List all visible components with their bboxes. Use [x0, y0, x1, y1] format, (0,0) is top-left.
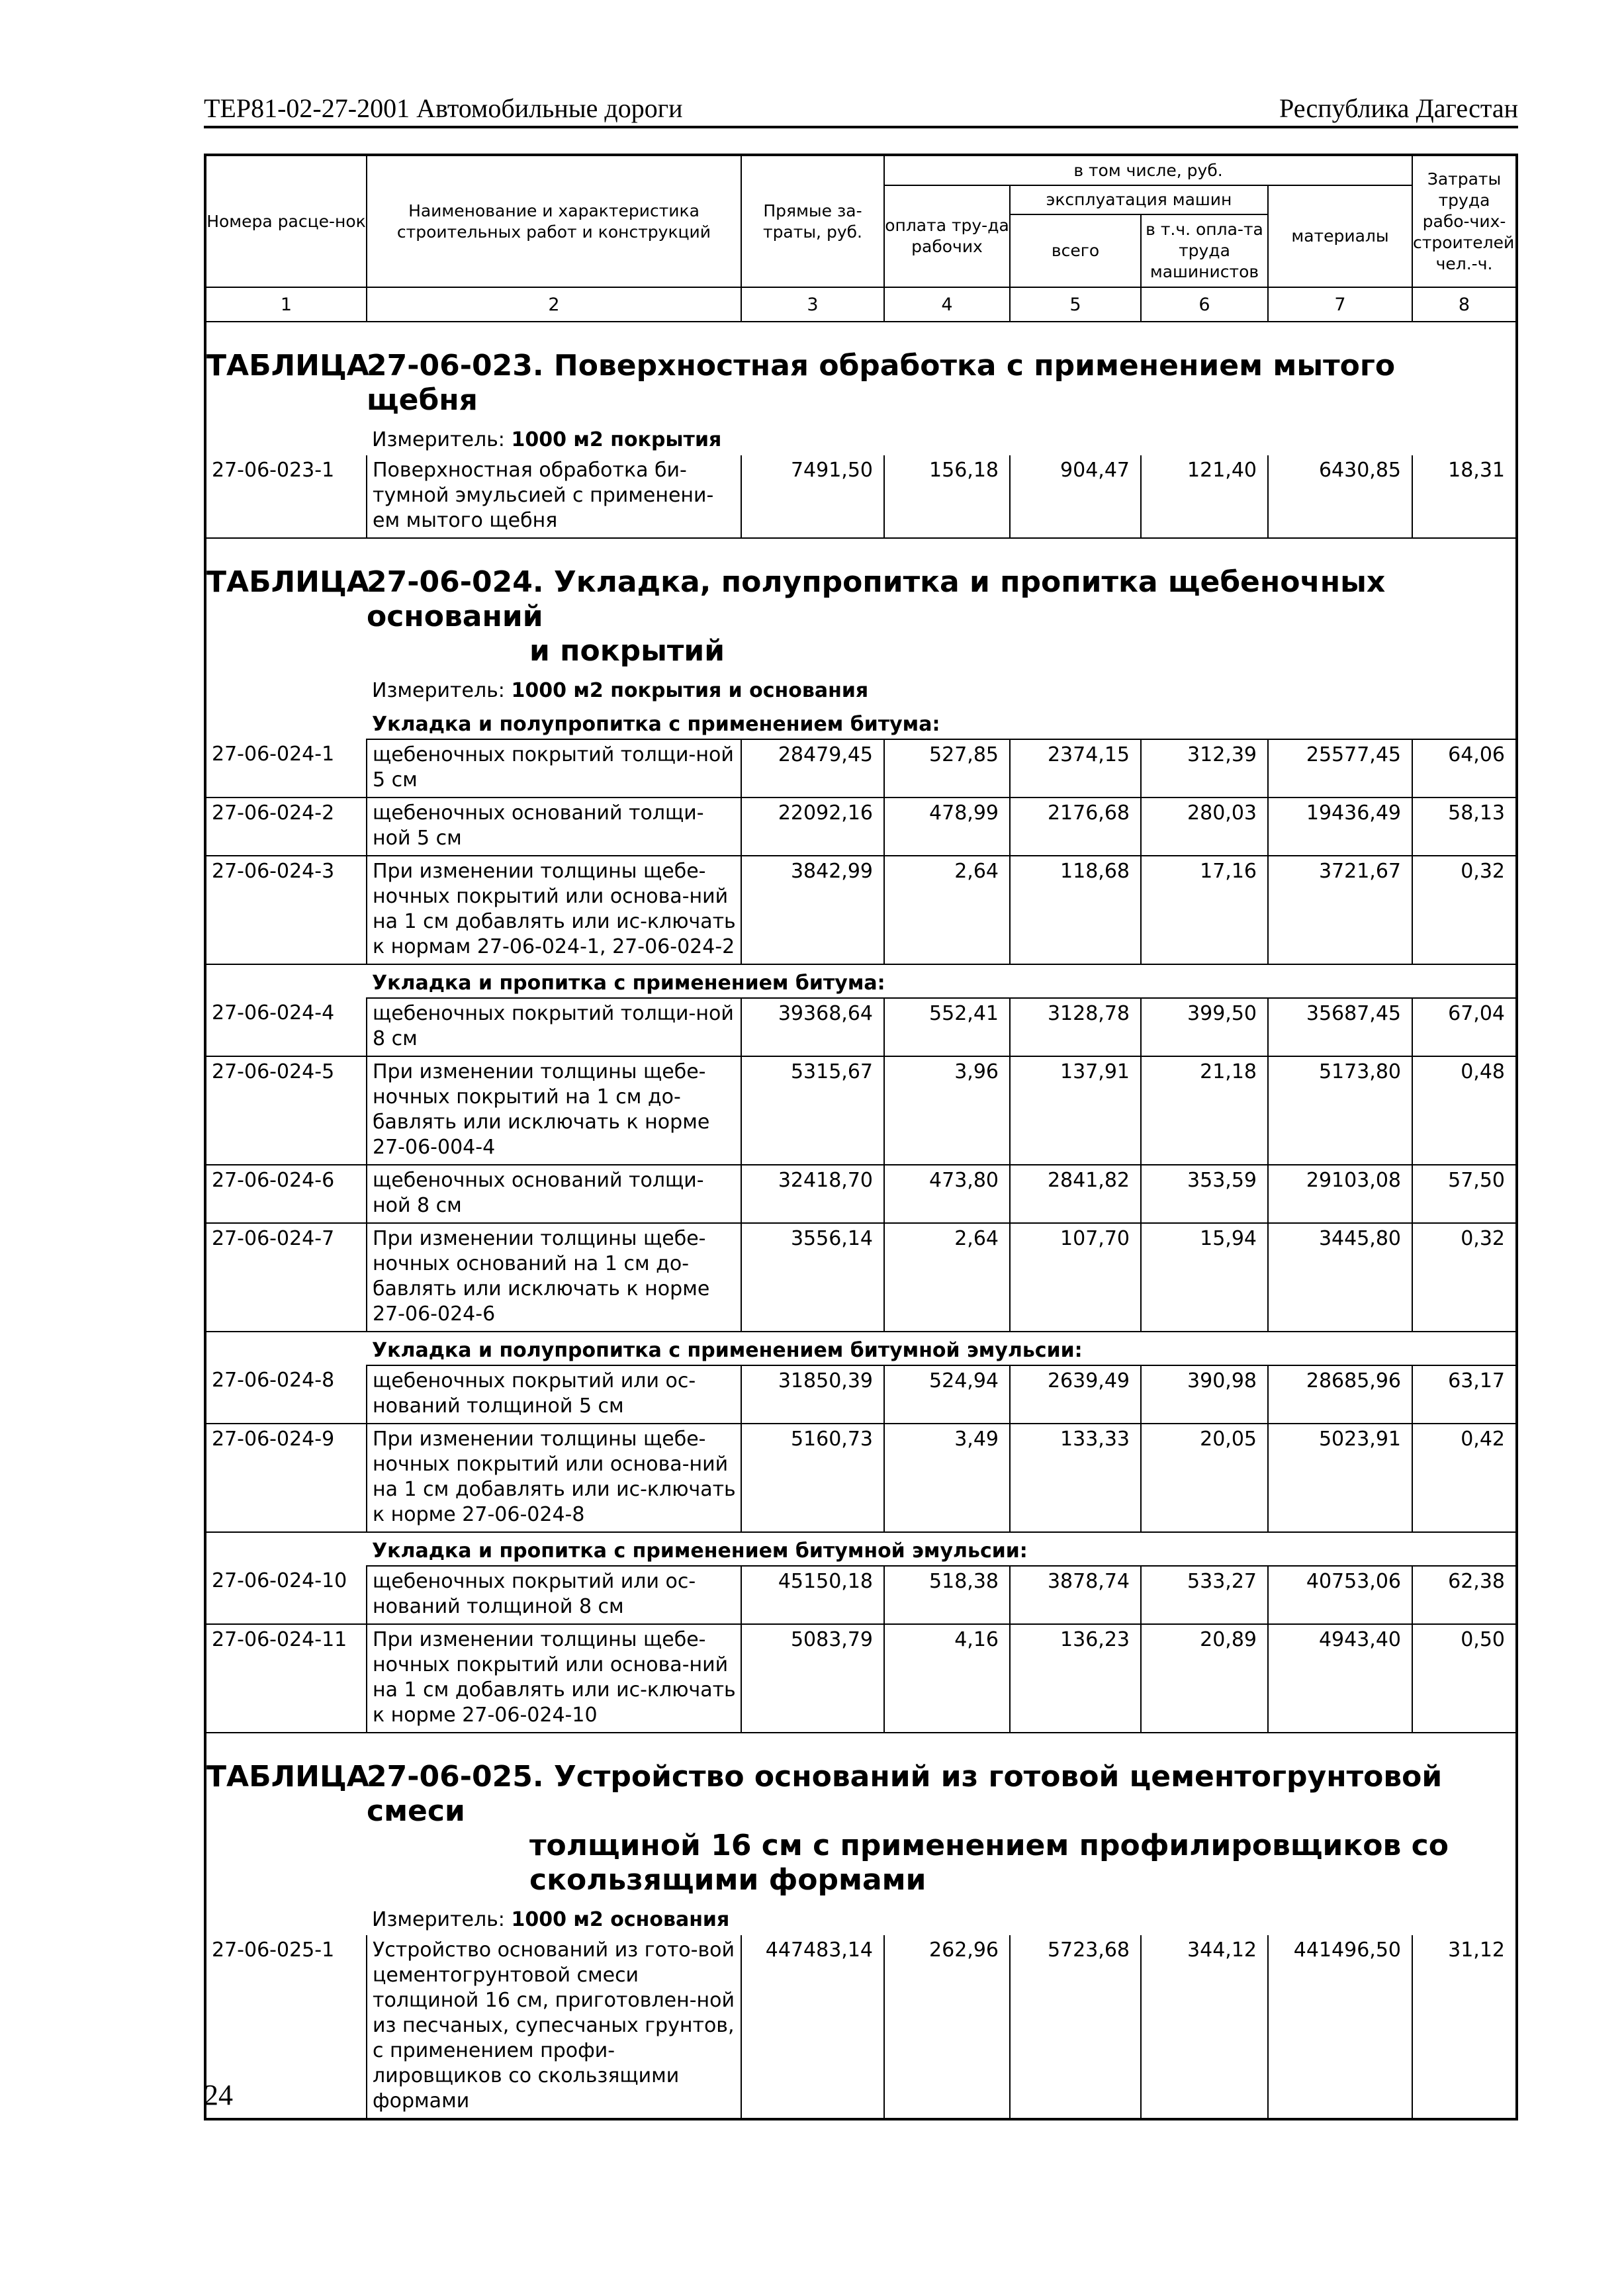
table-row	[205, 798, 1517, 856]
worker-wages: 527,85	[884, 739, 1010, 798]
table-title: 27-06-025. Устройство оснований из готовой цементогрунтовой смеси толщиной 16 см с применением профилировщиков со скользящими формами	[367, 1760, 1449, 1897]
measure-unit: Измеритель: 1000 м2 основания	[372, 1908, 730, 1931]
direct-costs: 22092,16	[741, 798, 884, 856]
subsection-row	[205, 706, 1517, 739]
rate-code: 27-06-024-4	[205, 998, 367, 1056]
labor-hours: 64,06	[1412, 739, 1517, 798]
labor-hours: 58,13	[1412, 798, 1517, 856]
table-title-row	[205, 322, 1517, 418]
machine-operation-total: 2374,15	[1010, 739, 1141, 798]
page-number: 24	[204, 2079, 233, 2111]
table-row	[205, 1223, 1517, 1332]
table-title: 27-06-024. Укладка, полупропитка и пропитка щебеночных оснований и покрытий	[367, 565, 1386, 668]
machinist-wages: 390,98	[1141, 1365, 1268, 1424]
machinist-wages: 20,89	[1141, 1624, 1268, 1733]
table-row	[205, 856, 1517, 964]
work-description: щебеночных оснований толщи-ной 8 см	[367, 1165, 741, 1223]
materials-cost: 441496,50	[1268, 1935, 1412, 2119]
machine-operation-total: 107,70	[1010, 1223, 1141, 1332]
worker-wages: 473,80	[884, 1165, 1010, 1223]
table-row	[205, 1056, 1517, 1165]
direct-costs: 5315,67	[741, 1056, 884, 1165]
direct-costs: 3556,14	[741, 1223, 884, 1332]
materials-cost: 40753,06	[1268, 1566, 1412, 1624]
column-number: 7	[1268, 287, 1412, 322]
rate-code: 27-06-024-9	[205, 1424, 367, 1532]
column-number: 1	[205, 287, 367, 322]
direct-costs: 31850,39	[741, 1365, 884, 1424]
work-description: При изменении толщины щебе-ночных покрытий или основа-ний на 1 см добавлять или ис-ключать к нормам 27-06-024-1, 27-06-024-2	[367, 856, 741, 964]
work-description: щебеночных покрытий толщи-ной 8 см	[367, 998, 741, 1056]
labor-hours: 67,04	[1412, 998, 1517, 1056]
labor-hours: 0,32	[1412, 856, 1517, 964]
worker-wages: 262,96	[884, 1935, 1010, 2119]
rate-code: 27-06-024-5	[205, 1056, 367, 1165]
column-number: 2	[367, 287, 741, 322]
machinist-wages: 21,18	[1141, 1056, 1268, 1165]
labor-hours: 0,48	[1412, 1056, 1517, 1165]
machinist-wages: 533,27	[1141, 1566, 1268, 1624]
machinist-wages: 312,39	[1141, 739, 1268, 798]
rate-code: 27-06-024-3	[205, 856, 367, 964]
materials-cost: 19436,49	[1268, 798, 1412, 856]
machine-operation-total: 3128,78	[1010, 998, 1141, 1056]
machinist-wages: 353,59	[1141, 1165, 1268, 1223]
table-row	[205, 455, 1517, 538]
materials-cost: 5173,80	[1268, 1056, 1412, 1165]
materials-cost: 28685,96	[1268, 1365, 1412, 1424]
rate-code: 27-06-025-1	[205, 1935, 367, 2119]
machine-operation-total: 133,33	[1010, 1424, 1141, 1532]
table-row	[205, 1624, 1517, 1733]
labor-hours: 31,12	[1412, 1935, 1517, 2119]
machinist-wages: 121,40	[1141, 455, 1268, 538]
work-description: При изменении толщины щебе-ночных оснований на 1 см до-бавлять или исключать к норме 27-06-024-6	[367, 1223, 741, 1332]
labor-hours: 18,31	[1412, 455, 1517, 538]
labor-hours: 0,50	[1412, 1624, 1517, 1733]
subsection-row	[205, 1532, 1517, 1566]
rate-code: 27-06-024-10	[205, 1566, 367, 1624]
machinist-wages: 399,50	[1141, 998, 1268, 1056]
worker-wages: 156,18	[884, 455, 1010, 538]
measure-unit: Измеритель: 1000 м2 покрытия	[372, 428, 722, 451]
document-header-left: ТЕР81-02-27-2001 Автомобильные дороги	[204, 93, 683, 123]
worker-wages: 524,94	[884, 1365, 1010, 1424]
measure-row	[205, 1897, 1517, 1935]
machine-operation-total: 2639,49	[1010, 1365, 1141, 1424]
machinist-wages: 15,94	[1141, 1223, 1268, 1332]
col-header-direct: Прямые за-траты, руб.	[741, 155, 884, 287]
subsection-title: Укладка и полупропитка с применением битума:	[367, 706, 1517, 739]
worker-wages: 552,41	[884, 998, 1010, 1056]
machine-operation-total: 3878,74	[1010, 1566, 1141, 1624]
table-title-row	[205, 538, 1517, 668]
column-number: 6	[1141, 287, 1268, 322]
work-description: щебеночных покрытий или ос-нований толщиной 8 см	[367, 1566, 741, 1624]
work-description: Устройство оснований из гото-вой цементогрунтовой смеси толщиной 16 см, приготовлен-ной из песчаных, супесчаных грунтов, с применением профи-лировщиков со скользящими формами	[367, 1935, 741, 2119]
direct-costs: 5083,79	[741, 1624, 884, 1733]
work-description: При изменении толщины щебе-ночных покрытий на 1 см до-бавлять или исключать к норме 27-06-004-4	[367, 1056, 741, 1165]
work-description: При изменении толщины щебе-ночных покрытий или основа-ний на 1 см добавлять или ис-ключать к норме 27-06-024-10	[367, 1624, 741, 1733]
col-header-code: Номера расце-нок	[205, 155, 367, 287]
col-header-materials: материалы	[1268, 185, 1412, 287]
subsection-row	[205, 964, 1517, 998]
col-header-wage: оплата тру-да рабочих	[884, 185, 1010, 287]
materials-cost: 6430,85	[1268, 455, 1412, 538]
worker-wages: 478,99	[884, 798, 1010, 856]
machinist-wages: 344,12	[1141, 1935, 1268, 2119]
machine-operation-total: 2176,68	[1010, 798, 1141, 856]
labor-hours: 0,32	[1412, 1223, 1517, 1332]
labor-hours: 57,50	[1412, 1165, 1517, 1223]
direct-costs: 5160,73	[741, 1424, 884, 1532]
column-number: 4	[884, 287, 1010, 322]
machine-operation-total: 118,68	[1010, 856, 1141, 964]
rate-code: 27-06-023-1	[205, 455, 367, 538]
worker-wages: 3,49	[884, 1424, 1010, 1532]
labor-hours: 63,17	[1412, 1365, 1517, 1424]
machine-operation-total: 904,47	[1010, 455, 1141, 538]
materials-cost: 3721,67	[1268, 856, 1412, 964]
machinist-wages: 20,05	[1141, 1424, 1268, 1532]
direct-costs: 32418,70	[741, 1165, 884, 1223]
measure-row	[205, 418, 1517, 455]
direct-costs: 7491,50	[741, 455, 884, 538]
table-row	[205, 1365, 1517, 1424]
rate-code: 27-06-024-6	[205, 1165, 367, 1223]
work-description: щебеночных оснований толщи-ной 5 см	[367, 798, 741, 856]
table-row	[205, 1165, 1517, 1223]
machine-operation-total: 2841,82	[1010, 1165, 1141, 1223]
table-label: ТАБЛИЦА	[206, 349, 369, 383]
materials-cost: 29103,08	[1268, 1165, 1412, 1223]
col-header-machines-wage: в т.ч. опла-та труда машинистов	[1141, 214, 1268, 287]
subsection-title: Укладка и пропитка с применением битумной эмульсии:	[367, 1532, 1517, 1566]
direct-costs: 28479,45	[741, 739, 884, 798]
col-header-group: в том числе, руб.	[884, 155, 1412, 185]
table-label: ТАБЛИЦА	[206, 565, 369, 599]
column-number: 3	[741, 287, 884, 322]
machine-operation-total: 136,23	[1010, 1624, 1141, 1733]
worker-wages: 2,64	[884, 856, 1010, 964]
table-title: 27-06-023. Поверхностная обработка с применением мытого щебня	[367, 349, 1396, 417]
rates-table	[204, 154, 1518, 2120]
col-header-machines: эксплуатация машин	[1010, 185, 1268, 214]
materials-cost: 25577,45	[1268, 739, 1412, 798]
labor-hours: 0,42	[1412, 1424, 1517, 1532]
machinist-wages: 280,03	[1141, 798, 1268, 856]
rate-code: 27-06-024-1	[205, 739, 367, 798]
subsection-title: Укладка и пропитка с применением битума:	[367, 964, 1517, 998]
column-number: 8	[1412, 287, 1517, 322]
direct-costs: 447483,14	[741, 1935, 884, 2119]
work-description: Поверхностная обработка би-тумной эмульсией с применени-ем мытого щебня	[367, 455, 741, 538]
table-row	[205, 1566, 1517, 1624]
column-numbers-row	[205, 287, 1517, 322]
subsection-row	[205, 1332, 1517, 1365]
direct-costs: 45150,18	[741, 1566, 884, 1624]
worker-wages: 518,38	[884, 1566, 1010, 1624]
table-row	[205, 1935, 1517, 2119]
document-header-right: Республика Дагестан	[1279, 93, 1518, 123]
col-header-labor: Затраты труда рабо-чих-строителей, чел.-ч.	[1412, 155, 1517, 287]
direct-costs: 39368,64	[741, 998, 884, 1056]
materials-cost: 4943,40	[1268, 1624, 1412, 1733]
machine-operation-total: 5723,68	[1010, 1935, 1141, 2119]
table-row	[205, 998, 1517, 1056]
table-row	[205, 1424, 1517, 1532]
worker-wages: 4,16	[884, 1624, 1010, 1733]
labor-hours: 62,38	[1412, 1566, 1517, 1624]
materials-cost: 5023,91	[1268, 1424, 1412, 1532]
direct-costs: 3842,99	[741, 856, 884, 964]
materials-cost: 35687,45	[1268, 998, 1412, 1056]
machinist-wages: 17,16	[1141, 856, 1268, 964]
measure-row	[205, 668, 1517, 706]
table-title-row	[205, 1733, 1517, 1897]
rate-code: 27-06-024-7	[205, 1223, 367, 1332]
measure-unit: Измеритель: 1000 м2 покрытия и основания	[372, 679, 869, 702]
rate-code: 27-06-024-8	[205, 1365, 367, 1424]
table-row	[205, 739, 1517, 798]
materials-cost: 3445,80	[1268, 1223, 1412, 1332]
table-label: ТАБЛИЦА	[206, 1760, 369, 1794]
worker-wages: 3,96	[884, 1056, 1010, 1165]
work-description: щебеночных покрытий или ос-нований толщиной 5 см	[367, 1365, 741, 1424]
rate-code: 27-06-024-2	[205, 798, 367, 856]
machine-operation-total: 137,91	[1010, 1056, 1141, 1165]
worker-wages: 2,64	[884, 1223, 1010, 1332]
subsection-title: Укладка и полупропитка с применением битумной эмульсии:	[367, 1332, 1517, 1365]
work-description: щебеночных покрытий толщи-ной 5 см	[367, 739, 741, 798]
col-header-machines-total: всего	[1010, 214, 1141, 287]
rate-code: 27-06-024-11	[205, 1624, 367, 1733]
header-rule	[204, 126, 1518, 128]
column-number: 5	[1010, 287, 1141, 322]
col-header-name: Наименование и характеристика строительных работ и конструкций	[367, 155, 741, 287]
work-description: При изменении толщины щебе-ночных покрытий или основа-ний на 1 см добавлять или ис-ключать к норме 27-06-024-8	[367, 1424, 741, 1532]
